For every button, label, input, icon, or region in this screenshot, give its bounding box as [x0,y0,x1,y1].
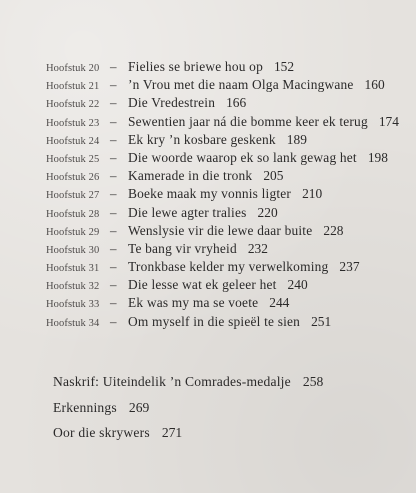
back-matter-title: Naskrif: Uiteindelik ’n Comrades-medalje [53,374,291,389]
back-matter-page-number: 258 [302,374,324,389]
toc-entry [46,295,408,313]
chapter-page-number: 189 [286,131,307,147]
back-matter-entry [53,374,408,400]
toc-entry [46,114,408,132]
chapter-page-number: 228 [323,222,344,238]
chapter-title: Wenslysie vir die lewe daar buite [128,222,313,238]
back-matter-entry [53,425,408,451]
chapter-label: Hoofstuk 25 [46,153,100,165]
toc-entry [46,95,408,113]
back-matter-entry [53,400,408,426]
toc-entry [46,168,408,186]
toc-entry [46,77,408,95]
toc-entry [46,205,408,223]
chapter-page-number: 198 [367,149,388,165]
back-matter-page-number: 269 [128,399,150,415]
chapter-dash: – [110,59,117,74]
chapter-dash: – [110,77,117,93]
chapter-dash: – [110,204,117,220]
chapter-title: Ek was my ma se voete [128,295,259,311]
chapter-label: Hoofstuk 22 [46,99,100,111]
chapter-dash: – [110,240,117,256]
chapter-page-number: 160 [364,77,385,93]
chapter-dash: – [110,259,117,275]
toc-entry [46,314,408,332]
chapter-page-number: 210 [302,186,323,202]
chapter-title: Te bang vir vryheid [128,240,237,256]
chapter-label: Hoofstuk 26 [46,172,100,184]
chapter-title: Die Vredestrein [128,95,216,111]
chapter-title: Kamerade in die tronk [128,168,253,184]
back-matter [53,374,408,451]
chapter-title: Die woorde waarop ek so lank gewag het [128,149,357,165]
chapter-dash: – [110,113,117,129]
chapter-dash: – [110,295,117,311]
chapter-label: Hoofstuk 27 [46,190,100,202]
chapter-page-number: 205 [263,168,284,184]
chapter-page-number: 166 [226,95,247,111]
chapter-title: Boeke maak my vonnis ligter [128,186,292,202]
back-matter-title: Erkennings [53,399,117,415]
chapter-page-number: 251 [311,313,332,329]
toc-entry [46,259,408,277]
back-matter-title: Oor die skrywers [53,425,150,440]
toc-entry [46,223,408,241]
chapter-dash: – [110,186,117,202]
chapter-title: Ek kry ’n kosbare geskenk [128,131,276,147]
chapter-label: Hoofstuk 24 [46,135,100,147]
chapter-label: Hoofstuk 32 [46,281,100,293]
chapter-page-number: 174 [378,113,399,129]
chapter-page-number: 152 [273,59,295,74]
chapter-page-number: 244 [269,295,290,311]
chapter-title: Die lesse wat ek geleer het [128,277,277,293]
chapter-title: Fielies se briewe hou op [128,59,263,74]
chapter-page-number: 237 [339,259,360,275]
chapter-label: Hoofstuk 33 [46,299,100,311]
chapter-page-number: 232 [247,240,268,256]
chapter-label: Hoofstuk 21 [46,81,100,93]
chapter-dash: – [110,95,117,111]
chapter-title: Tronkbase kelder my verwelkoming [128,259,329,275]
toc-entry [46,150,408,168]
back-matter-page-number: 271 [161,425,183,440]
chapter-title: ’n Vrou met die naam Olga Macingwane [128,77,354,93]
toc-entry [46,59,408,77]
chapter-label: Hoofstuk 30 [46,244,100,256]
chapter-dash: – [110,149,117,165]
chapter-title: Sewentien jaar ná die bomme keer ek terug [128,113,368,129]
chapter-label: Hoofstuk 28 [46,208,100,220]
toc-entry [46,241,408,259]
table-of-contents [46,59,408,332]
chapter-dash: – [110,222,117,238]
chapter-dash: – [110,168,117,184]
chapter-label: Hoofstuk 34 [46,317,100,329]
toc-entry [46,277,408,295]
toc-entry [46,186,408,204]
chapter-dash: – [110,313,117,329]
chapter-label: Hoofstuk 31 [46,263,100,275]
chapter-label: Hoofstuk 20 [46,63,100,74]
chapter-label: Hoofstuk 23 [46,117,100,129]
chapter-label: Hoofstuk 29 [46,226,100,238]
toc-entry [46,132,408,150]
chapter-title: Die lewe agter tralies [128,204,247,220]
chapter-page-number: 220 [257,204,278,220]
chapter-dash: – [110,131,117,147]
chapter-title: Om myself in die spieël te sien [128,313,301,329]
chapter-dash: – [110,277,117,293]
chapter-page-number: 240 [287,277,308,293]
